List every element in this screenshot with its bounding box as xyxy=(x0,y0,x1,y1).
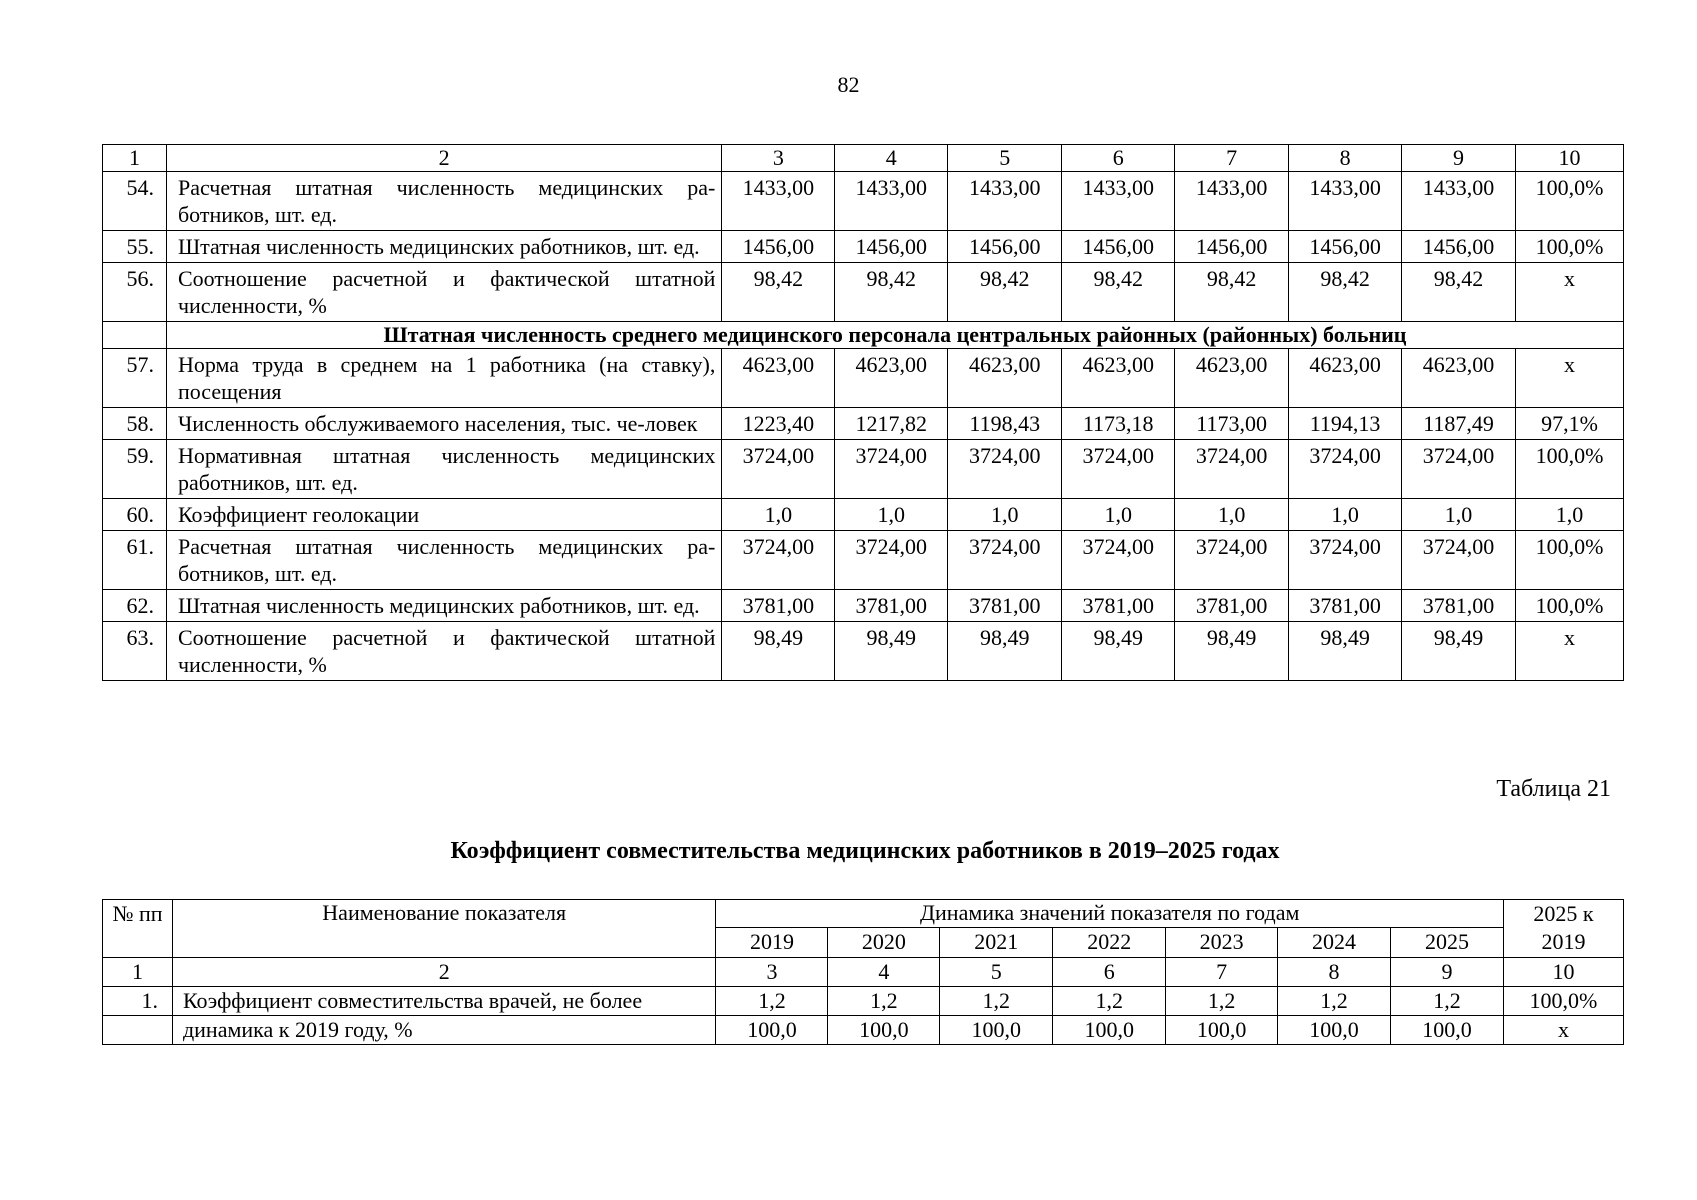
staffing-table-body xyxy=(103,145,1624,681)
value-cell: 100,0% xyxy=(1516,590,1624,622)
table-row xyxy=(103,408,1624,440)
indicator-name: Норма труда в среднем на 1 работника (на ставку), посещения xyxy=(166,349,721,408)
indicator-name: Расчетная штатная численность медицинских ра-ботников, шт. ед. xyxy=(166,531,721,590)
column-number: 6 xyxy=(1062,145,1175,172)
value-cell: 98,42 xyxy=(722,263,835,322)
row-number: 1. xyxy=(103,987,173,1016)
column-number: 4 xyxy=(835,145,948,172)
part-time-table-body xyxy=(103,900,1624,1045)
value-cell: 3781,00 xyxy=(1289,590,1402,622)
value-cell: 1194,13 xyxy=(1289,408,1402,440)
value-cell: 1433,00 xyxy=(722,172,835,231)
value-cell: 98,42 xyxy=(1289,263,1402,322)
value-cell: 100,0% xyxy=(1516,531,1624,590)
value-cell: 98,42 xyxy=(1175,263,1289,322)
value-cell: 1456,00 xyxy=(1289,231,1402,263)
value-cell: 1,2 xyxy=(1166,987,1278,1016)
table-row xyxy=(103,499,1624,531)
row-number: 55. xyxy=(103,231,167,263)
table-row xyxy=(103,231,1624,263)
value-cell: 3724,00 xyxy=(835,531,948,590)
value-cell: 98,49 xyxy=(722,622,835,681)
value-cell: 1223,40 xyxy=(722,408,835,440)
value-cell: 100,0 xyxy=(1166,1016,1278,1045)
year-header: 2024 xyxy=(1278,927,1391,957)
value-cell: 97,1% xyxy=(1516,408,1624,440)
value-cell: 98,49 xyxy=(948,622,1062,681)
value-cell: 98,42 xyxy=(835,263,948,322)
value-cell: 1173,18 xyxy=(1062,408,1175,440)
value-cell: x xyxy=(1516,349,1624,408)
value-cell: 1,0 xyxy=(722,499,835,531)
indicator-name: Численность обслуживаемого населения, тыс. че-ловек xyxy=(166,408,721,440)
row-number: 56. xyxy=(103,263,167,322)
row-number: 57. xyxy=(103,349,167,408)
value-cell: 3724,00 xyxy=(1062,531,1175,590)
value-cell: 3781,00 xyxy=(722,590,835,622)
value-cell: 1,0 xyxy=(835,499,948,531)
table-caption: Таблица 21 xyxy=(1496,776,1611,802)
indicator-name: Расчетная штатная численность медицинских ра-ботников, шт. ед. xyxy=(166,172,721,231)
column-number: 3 xyxy=(722,145,835,172)
value-cell: 3724,00 xyxy=(1289,531,1402,590)
row-number: 59. xyxy=(103,440,167,499)
value-cell: 4623,00 xyxy=(1175,349,1289,408)
value-cell: 1187,49 xyxy=(1402,408,1516,440)
value-cell: 4623,00 xyxy=(835,349,948,408)
value-cell: 98,42 xyxy=(1062,263,1175,322)
indicator-name: динамика к 2019 году, % xyxy=(172,1016,716,1045)
value-cell: 4623,00 xyxy=(1062,349,1175,408)
column-number: 2 xyxy=(166,145,721,172)
value-cell: 1,2 xyxy=(1053,987,1166,1016)
column-number: 1 xyxy=(103,145,167,172)
value-cell: 98,42 xyxy=(948,263,1062,322)
table-row xyxy=(103,263,1624,322)
indicator-name: Нормативная штатная численность медицинских работников, шт. ед. xyxy=(166,440,721,499)
value-cell: 1456,00 xyxy=(722,231,835,263)
year-header: 2020 xyxy=(828,927,940,957)
value-cell: x xyxy=(1516,263,1624,322)
value-cell: 1,0 xyxy=(1516,499,1624,531)
column-number-row xyxy=(103,145,1624,172)
value-cell: 3724,00 xyxy=(722,440,835,499)
value-cell: 1456,00 xyxy=(1402,231,1516,263)
table-row xyxy=(103,172,1624,231)
value-cell: 4623,00 xyxy=(722,349,835,408)
table-row xyxy=(103,622,1624,681)
column-number-row xyxy=(103,958,1624,987)
column-number: 7 xyxy=(1175,145,1289,172)
section-title: Штатная численность среднего медицинского персонала центральных районных (районных) больниц xyxy=(166,322,1623,349)
row-number: 60. xyxy=(103,499,167,531)
value-cell: 100,0 xyxy=(716,1016,828,1045)
value-cell: 1433,00 xyxy=(1175,172,1289,231)
section-row xyxy=(103,322,1624,349)
year-header: 2022 xyxy=(1053,927,1166,957)
table-row xyxy=(103,349,1624,408)
year-header: 2019 xyxy=(716,927,828,957)
value-cell: 98,49 xyxy=(1289,622,1402,681)
indicator-name: Штатная численность медицинских работников, шт. ед. xyxy=(166,231,721,263)
value-cell: 1433,00 xyxy=(948,172,1062,231)
header-dynamics: Динамика значений показателя по годам xyxy=(716,900,1503,928)
value-cell: 1,2 xyxy=(1278,987,1391,1016)
value-cell: 100,0% xyxy=(1516,231,1624,263)
column-number: 9 xyxy=(1402,145,1516,172)
value-cell: 1,0 xyxy=(1402,499,1516,531)
value-cell: 3781,00 xyxy=(1175,590,1289,622)
column-number: 10 xyxy=(1503,958,1623,987)
value-cell: 4623,00 xyxy=(1402,349,1516,408)
row-number: 62. xyxy=(103,590,167,622)
column-number: 5 xyxy=(948,145,1062,172)
value-cell: 98,49 xyxy=(1402,622,1516,681)
value-cell: x xyxy=(1503,1016,1623,1045)
indicator-name: Соотношение расчетной и фактической штатной численности, % xyxy=(166,263,721,322)
row-number: 61. xyxy=(103,531,167,590)
staffing-table xyxy=(102,144,1624,681)
value-cell: 98,49 xyxy=(1175,622,1289,681)
page-number: 82 xyxy=(837,72,860,97)
year-header: 2025 xyxy=(1391,927,1504,957)
value-cell: 98,49 xyxy=(835,622,948,681)
value-cell: 3724,00 xyxy=(1175,531,1289,590)
column-number: 9 xyxy=(1391,958,1504,987)
value-cell: 1456,00 xyxy=(1175,231,1289,263)
value-cell: 1217,82 xyxy=(835,408,948,440)
column-number: 3 xyxy=(716,958,828,987)
value-cell: 1173,00 xyxy=(1175,408,1289,440)
column-number: 6 xyxy=(1053,958,1166,987)
row-number: 58. xyxy=(103,408,167,440)
column-number: 8 xyxy=(1289,145,1402,172)
value-cell: 100,0 xyxy=(1053,1016,1166,1045)
table-row xyxy=(103,531,1624,590)
value-cell: 3724,00 xyxy=(835,440,948,499)
column-number: 5 xyxy=(940,958,1053,987)
column-number: 2 xyxy=(172,958,716,987)
row-number: 54. xyxy=(103,172,167,231)
value-cell: 3781,00 xyxy=(1402,590,1516,622)
value-cell: 1,0 xyxy=(948,499,1062,531)
value-cell: 1,2 xyxy=(716,987,828,1016)
indicator-name: Соотношение расчетной и фактической штатной численности, % xyxy=(166,622,721,681)
table-row xyxy=(103,440,1624,499)
table-row xyxy=(103,987,1624,1016)
year-header: 2023 xyxy=(1166,927,1278,957)
value-cell: 1,2 xyxy=(1391,987,1504,1016)
year-header: 2021 xyxy=(940,927,1053,957)
column-number: 7 xyxy=(1166,958,1278,987)
value-cell: 3724,00 xyxy=(1062,440,1175,499)
value-cell: 98,42 xyxy=(1402,263,1516,322)
value-cell: 1433,00 xyxy=(1062,172,1175,231)
value-cell: 100,0 xyxy=(828,1016,940,1045)
value-cell: 100,0% xyxy=(1516,172,1624,231)
value-cell: 3781,00 xyxy=(835,590,948,622)
value-cell: 3724,00 xyxy=(722,531,835,590)
value-cell: 3781,00 xyxy=(1062,590,1175,622)
column-number: 10 xyxy=(1516,145,1624,172)
row-number xyxy=(103,1016,173,1045)
value-cell: 1,0 xyxy=(1062,499,1175,531)
value-cell: 1433,00 xyxy=(1289,172,1402,231)
table-title: Коэффициент совместительства медицинских работников в 2019–2025 годах xyxy=(450,838,1280,864)
value-cell: 3724,00 xyxy=(1289,440,1402,499)
part-time-coefficient-table xyxy=(102,899,1624,1045)
value-cell: 100,0% xyxy=(1516,440,1624,499)
value-cell: 1456,00 xyxy=(835,231,948,263)
column-number: 4 xyxy=(828,958,940,987)
value-cell: x xyxy=(1516,622,1624,681)
value-cell: 1,0 xyxy=(1289,499,1402,531)
value-cell: 3724,00 xyxy=(1175,440,1289,499)
value-cell: 3724,00 xyxy=(948,531,1062,590)
value-cell: 1456,00 xyxy=(948,231,1062,263)
value-cell: 1,2 xyxy=(828,987,940,1016)
row-number: 63. xyxy=(103,622,167,681)
indicator-name: Коэффициент геолокации xyxy=(166,499,721,531)
value-cell: 100,0 xyxy=(940,1016,1053,1045)
value-cell: 1433,00 xyxy=(1402,172,1516,231)
value-cell: 100,0 xyxy=(1278,1016,1391,1045)
header-ratio: 2025 к 2019 xyxy=(1503,900,1623,958)
indicator-name: Штатная численность медицинских работников, шт. ед. xyxy=(166,590,721,622)
header-row-1 xyxy=(103,900,1624,928)
column-number: 8 xyxy=(1278,958,1391,987)
value-cell: 100,0% xyxy=(1503,987,1623,1016)
value-cell: 1,2 xyxy=(940,987,1053,1016)
value-cell: 4623,00 xyxy=(948,349,1062,408)
table-row xyxy=(103,1016,1624,1045)
header-num: № пп xyxy=(103,900,173,958)
value-cell: 1456,00 xyxy=(1062,231,1175,263)
value-cell: 4623,00 xyxy=(1289,349,1402,408)
table-row xyxy=(103,590,1624,622)
section-spacer xyxy=(103,322,167,349)
value-cell: 1433,00 xyxy=(835,172,948,231)
value-cell: 3724,00 xyxy=(1402,440,1516,499)
header-name: Наименование показателя xyxy=(172,900,716,958)
value-cell: 100,0 xyxy=(1391,1016,1504,1045)
value-cell: 1198,43 xyxy=(948,408,1062,440)
value-cell: 3724,00 xyxy=(1402,531,1516,590)
column-number: 1 xyxy=(103,958,173,987)
value-cell: 98,49 xyxy=(1062,622,1175,681)
value-cell: 3781,00 xyxy=(948,590,1062,622)
indicator-name: Коэффициент совместительства врачей, не более xyxy=(172,987,716,1016)
value-cell: 3724,00 xyxy=(948,440,1062,499)
value-cell: 1,0 xyxy=(1175,499,1289,531)
